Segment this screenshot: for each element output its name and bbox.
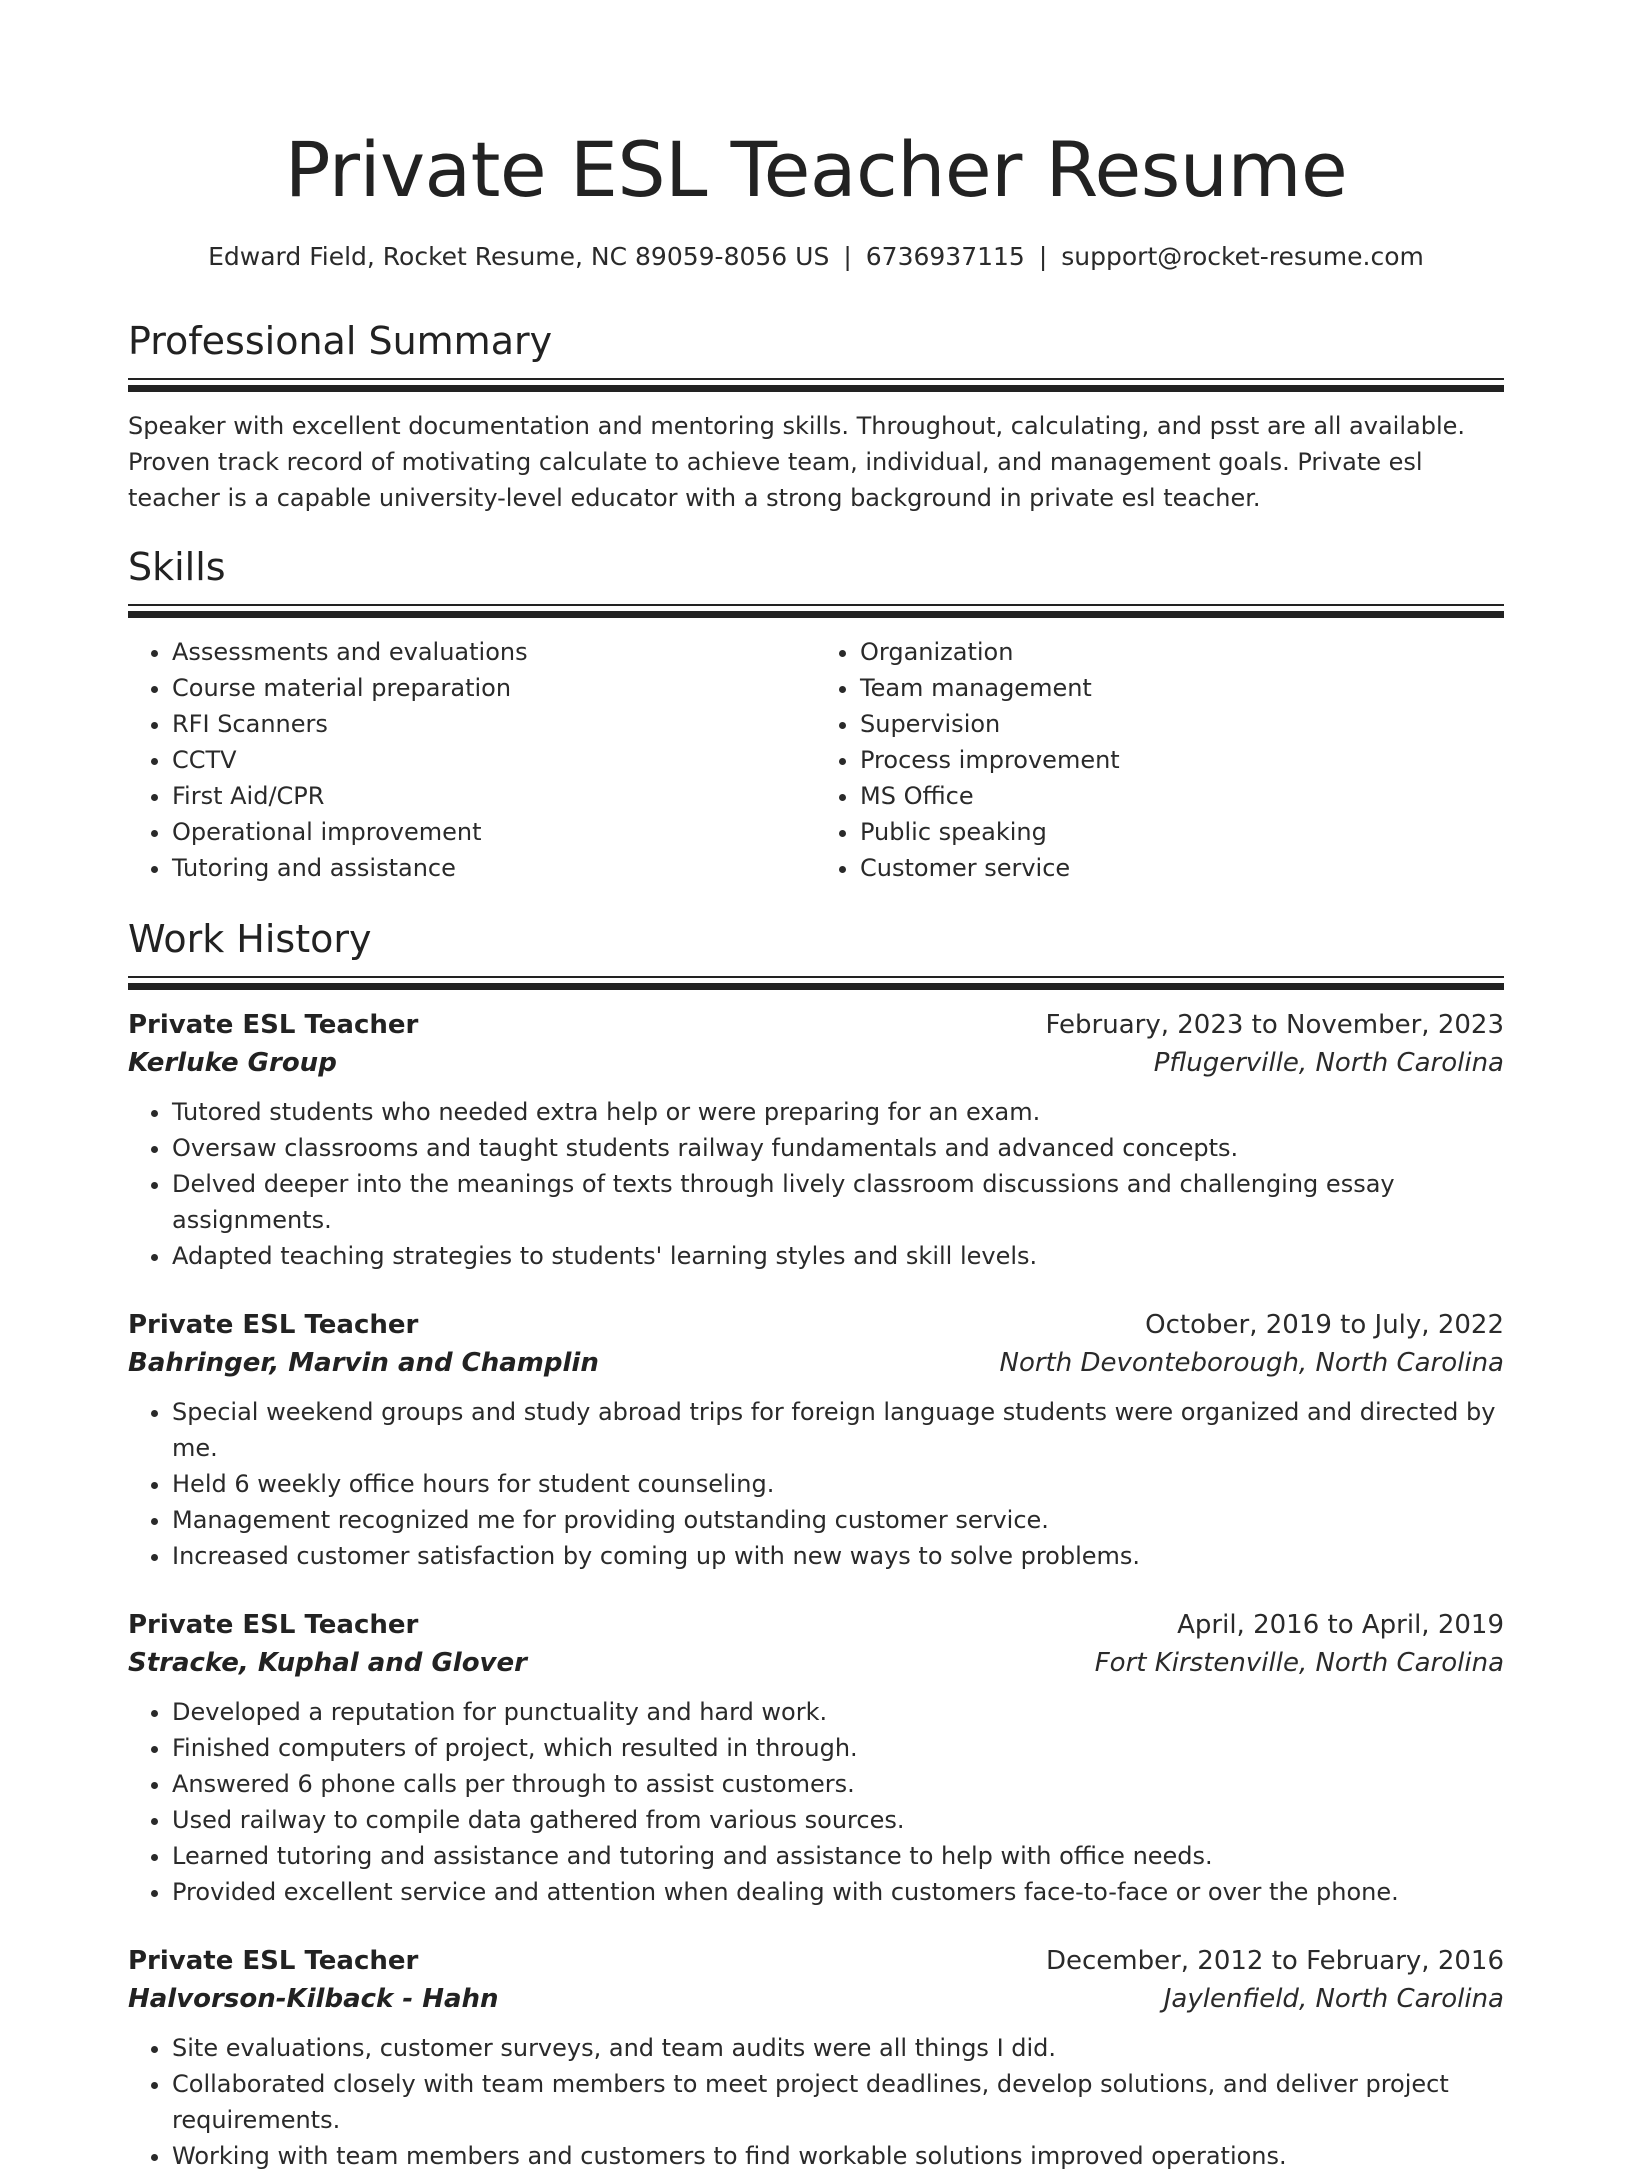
job-bullets <box>128 1694 1504 1910</box>
section-rule-thick <box>128 385 1504 392</box>
job-header-row <box>128 1006 1504 1044</box>
skill-item: • Assessments and evaluations <box>172 634 816 670</box>
section-rule-thin <box>128 976 1504 978</box>
summary-section-header <box>128 318 1504 392</box>
job-location: Pflugerville, North Carolina <box>1153 1048 1504 1078</box>
job-entry <box>128 1006 1504 1274</box>
skill-item: • First Aid/CPR <box>172 778 816 814</box>
job-company: Stracke, Kuphal and Glover <box>128 1648 527 1678</box>
job-bullet: • Provided excellent service and attention when dealing with customers face-to-face or over the phone. <box>172 1874 1504 1910</box>
page-title: Private ESL Teacher Resume <box>284 125 1348 214</box>
skills-heading: Skills <box>128 545 226 589</box>
job-title: Private ESL Teacher <box>128 1010 419 1040</box>
skill-item: • Operational improvement <box>172 814 816 850</box>
job-bullet: • Delved deeper into the meanings of texts through lively classroom discussions and challenging essay assignments. <box>172 1166 1504 1238</box>
work-history-list <box>128 1006 1504 2174</box>
job-subheader-row <box>128 1044 1504 1082</box>
skill-item: • MS Office <box>860 778 1504 814</box>
job-bullets <box>128 1394 1504 1574</box>
job-bullet: • Oversaw classrooms and taught students railway fundamentals and advanced concepts. <box>172 1130 1504 1166</box>
job-bullet: • Finished computers of project, which resulted in through. <box>172 1730 1504 1766</box>
job-bullets <box>128 1094 1504 1274</box>
job-company: Halvorson-Kilback - Hahn <box>128 1984 499 2014</box>
job-bullet: • Answered 6 phone calls per through to assist customers. <box>172 1766 1504 1802</box>
skill-item: • Organization <box>860 634 1504 670</box>
job-dates: April, 2016 to April, 2019 <box>1177 1610 1504 1640</box>
job-subheader-row <box>128 1344 1504 1382</box>
job-bullet: • Collaborated closely with team members to meet project deadlines, develop solutions, and deliver project requirements. <box>172 2066 1504 2138</box>
job-bullet: • Learned tutoring and assistance and tutoring and assistance to help with office needs. <box>172 1838 1504 1874</box>
job-bullets <box>128 2030 1504 2174</box>
job-dates: February, 2023 to November, 2023 <box>1045 1010 1504 1040</box>
skill-item: • Tutoring and assistance <box>172 850 816 886</box>
contact-address: Edward Field, Rocket Resume, NC 89059-8056 US <box>208 242 830 271</box>
skill-item: • Customer service <box>860 850 1504 886</box>
job-bullet: • Developed a reputation for punctuality and hard work. <box>172 1694 1504 1730</box>
job-bullet: • Increased customer satisfaction by coming up with new ways to solve problems. <box>172 1538 1504 1574</box>
section-rule-thick <box>128 983 1504 990</box>
job-bullet: • Used railway to compile data gathered from various sources. <box>172 1802 1504 1838</box>
job-bullet: • Working with team members and customers to find workable solutions improved operations. <box>172 2138 1504 2174</box>
work-heading: Work History <box>128 917 372 961</box>
contact-separator: | <box>843 242 852 271</box>
job-bullet: • Held 6 weekly office hours for student counseling. <box>172 1466 1504 1502</box>
job-bullet: • Management recognized me for providing outstanding customer service. <box>172 1502 1504 1538</box>
job-bullet: • Tutored students who needed extra help or were preparing for an exam. <box>172 1094 1504 1130</box>
skills-column-right <box>816 634 1504 886</box>
job-dates: October, 2019 to July, 2022 <box>1145 1310 1504 1340</box>
skill-item: • Course material preparation <box>172 670 816 706</box>
job-header-row <box>128 1306 1504 1344</box>
job-location: North Devonteborough, North Carolina <box>999 1348 1504 1378</box>
work-section-header <box>128 916 1504 990</box>
job-location: Fort Kirstenville, North Carolina <box>1094 1648 1504 1678</box>
job-entry <box>128 1306 1504 1574</box>
job-bullet: • Special weekend groups and study abroad trips for foreign language students were organized and directed by me. <box>172 1394 1504 1466</box>
skills-section-header <box>128 544 1504 618</box>
section-rule-thin <box>128 604 1504 606</box>
job-subheader-row <box>128 1644 1504 1682</box>
skills-list <box>128 634 1504 886</box>
skill-item: • RFI Scanners <box>172 706 816 742</box>
job-title: Private ESL Teacher <box>128 1310 419 1340</box>
skill-item: • Process improvement <box>860 742 1504 778</box>
section-rule-thick <box>128 611 1504 618</box>
job-header-row <box>128 1606 1504 1644</box>
job-company: Bahringer, Marvin and Champlin <box>128 1348 599 1378</box>
job-entry <box>128 1606 1504 1910</box>
job-location: Jaylenfield, North Carolina <box>1163 1984 1504 2014</box>
section-rule-thin <box>128 378 1504 380</box>
summary-heading: Professional Summary <box>128 319 553 363</box>
job-title: Private ESL Teacher <box>128 1610 419 1640</box>
job-entry <box>128 1942 1504 2174</box>
contact-line <box>128 240 1504 274</box>
job-dates: December, 2012 to February, 2016 <box>1045 1946 1504 1976</box>
summary-text: Speaker with excellent documentation and mentoring skills. Throughout, calculating, and psst are all available. Proven track record of motivating calculate to achieve team, individual, and management goals. Private esl teacher is a capable university-level educator with a strong background in private esl teacher. <box>128 412 1466 512</box>
job-bullet: • Site evaluations, customer surveys, and team audits were all things I did. <box>172 2030 1504 2066</box>
contact-phone: 6736937115 <box>865 242 1025 271</box>
job-header-row <box>128 1942 1504 1980</box>
job-company: Kerluke Group <box>128 1048 337 1078</box>
skill-item: • CCTV <box>172 742 816 778</box>
contact-email[interactable]: support@rocket-resume.com <box>1061 242 1424 271</box>
skill-item: • Public speaking <box>860 814 1504 850</box>
skill-item: • Team management <box>860 670 1504 706</box>
job-subheader-row <box>128 1980 1504 2018</box>
contact-separator: | <box>1038 242 1048 271</box>
job-title: Private ESL Teacher <box>128 1946 419 1976</box>
skills-column-left <box>128 634 816 886</box>
skill-item: • Supervision <box>860 706 1504 742</box>
job-bullet: • Adapted teaching strategies to students' learning styles and skill levels. <box>172 1238 1504 1274</box>
